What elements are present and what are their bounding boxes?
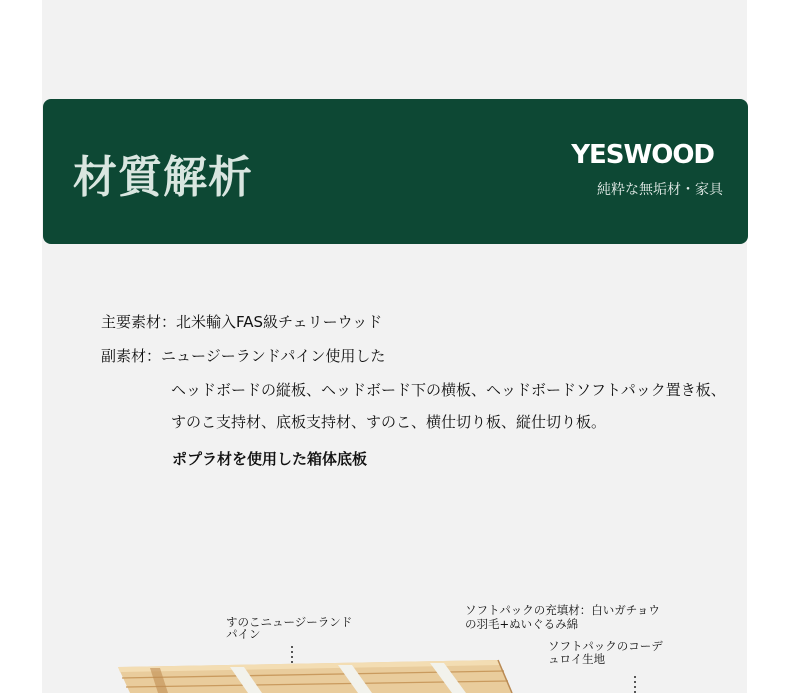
fabric-label-line1: ソフトパックのコーデ: [548, 639, 663, 653]
brand-tagline: 純粋な無垢材・家具: [597, 182, 723, 198]
filling-label-line2: の羽毛+ぬいぐるみ綿: [465, 617, 579, 631]
sub-material-detail-1: ヘッドボードの縦板、ヘッドボード下の横板、ヘッドボードソフトパック置き板、: [171, 381, 726, 399]
slats-label-line2: パイン: [226, 627, 261, 641]
sub-material-detail-2: すのこ支持材、底板支持材、すのこ、横仕切り板、縦仕切り板。: [171, 413, 607, 431]
fabric-label-line2: ュロイ生地: [548, 652, 606, 666]
slats-label-line1: すのこニュージーランド: [226, 615, 353, 629]
sub-material-text: 副素材：ニュージーランドパイン使用した: [101, 347, 386, 365]
brand-logo-text: YESWOOD: [571, 140, 714, 170]
poplar-material-text: ポプラ材を使用した箱体底板: [172, 450, 368, 468]
filling-label-line1: ソフトパックの充填材：白いガチョウ: [465, 603, 660, 617]
main-material-text: 主要素材：北米輸入FAS級チェリーウッド: [101, 313, 383, 331]
page-title: 材質解析: [73, 152, 253, 203]
slat-bed-frame: [118, 660, 512, 693]
